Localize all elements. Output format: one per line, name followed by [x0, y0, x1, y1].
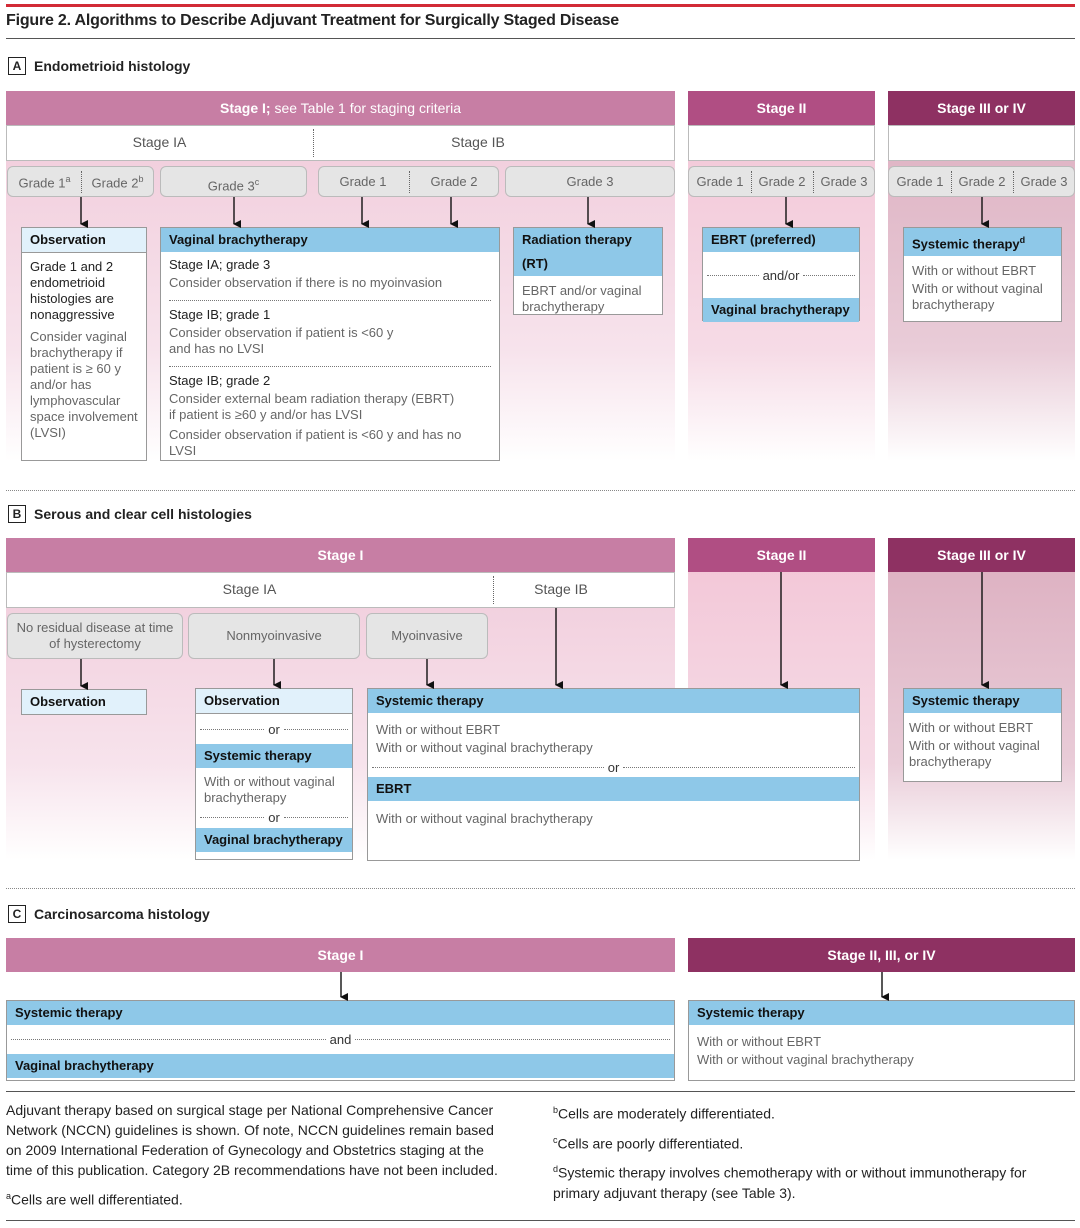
line: nonaggressive [30, 307, 115, 322]
b-nonmyo-pill: Nonmyoinvasive [188, 613, 360, 659]
sup-b: b [553, 1105, 559, 1115]
line: With or without EBRT [909, 720, 1034, 735]
figure-title: Figure 2. Algorithms to Describe Adjuvant Treatment for Surgically Staged Disease [6, 12, 619, 29]
section-c-letter: C [8, 905, 26, 923]
grade-label: Grade 2 [91, 175, 139, 191]
line: brachytherapy if [30, 345, 123, 360]
b-stage1-header: Stage I [6, 538, 675, 572]
line: histologies are [30, 291, 114, 306]
or-label: or [607, 759, 620, 775]
b-obs2-title: Observation [196, 689, 352, 714]
line: brachytherapy [522, 299, 605, 314]
line: space involvement [30, 409, 138, 424]
a-stage1-suffix: see Table 1 for staging criteria [270, 100, 461, 116]
grade-label: Grade 2 [430, 174, 478, 189]
section-c-title: Carcinosarcoma histology [34, 906, 210, 922]
line: and/or has [30, 377, 92, 392]
sup-c: c [553, 1134, 558, 1145]
sup-c: c [254, 177, 260, 187]
or-label: or [268, 809, 280, 825]
a-vb2-title: Vaginal brachytherapy [703, 298, 859, 322]
line: if patient is ≥60 y and/or has LVSI [169, 407, 363, 422]
b-stage-ia: Stage IA [222, 581, 277, 597]
sup-a: a [65, 174, 71, 184]
a-stage34-header: Stage III or IV [888, 91, 1075, 125]
line: Adjuvant therapy based on surgical stage per National Comprehensive Cancer [6, 1102, 494, 1118]
section-a-letter: A [8, 57, 26, 75]
and-label: and [329, 1032, 352, 1047]
grade-label: Grade 1 [696, 174, 744, 189]
c-stage1-header: Stage I [6, 938, 675, 972]
line: lymphovascular [30, 393, 121, 408]
grade-label: Grade 2 [758, 174, 806, 189]
grade-label: Grade 3 [820, 174, 868, 189]
grade-label: Grade 1 [896, 174, 944, 189]
line: Stage IA; grade 3 [169, 257, 271, 272]
section-b-letter: B [8, 505, 26, 523]
b-myo-pill: Myoinvasive [366, 613, 488, 659]
sup-b: b [138, 174, 144, 184]
line: time of this publication. Category 2B recommendations have not been included. [6, 1162, 498, 1178]
line: of hysterectomy [49, 636, 141, 651]
a-stage-ib: Stage IB [451, 134, 505, 150]
line: Consider observation if patient is <60 y and has no LVSI [169, 427, 462, 458]
line: on 2009 International Federation of Gynecology and Obstetrics staging at the [6, 1142, 484, 1158]
line: With or without EBRT [697, 1034, 822, 1049]
sys-label: Systemic therapy [912, 236, 1020, 252]
footnote-b-text: Cells are moderately differentiated. [558, 1105, 775, 1122]
section-a-title: Endometrioid histology [34, 58, 191, 74]
c-vb-title: Vaginal brachytherapy [7, 1054, 674, 1078]
line: Stage IB; grade 1 [169, 307, 271, 322]
line: With or without vaginal [909, 738, 1040, 753]
b-ebrt-text: With or without vaginal brachytherapy [376, 811, 593, 826]
line: Network (NCCN) guidelines is shown. Of note, NCCN guidelines remain based [6, 1122, 494, 1138]
grade-label: Grade 1 [18, 175, 66, 191]
line: With or without vaginal [912, 281, 1043, 297]
footnote-a-text: Cells are well differentiated. [11, 1191, 183, 1208]
b-stage2-header: Stage II [688, 538, 875, 572]
b-ebrt-title: EBRT [368, 777, 859, 801]
a-grade3-ib-pill: Grade 3 [505, 166, 675, 197]
grade-label: Grade 1 [339, 174, 387, 189]
line: and has no LVSI [169, 341, 265, 356]
line: Consider observation if patient is <60 y [169, 325, 394, 340]
or-label: or [268, 721, 280, 737]
sup-d: d [553, 1164, 559, 1175]
b-sys2-title: Systemic therapy [196, 744, 352, 768]
sup-a: a [6, 1191, 12, 1201]
line: (LVSI) [30, 425, 66, 440]
grade-label: Grade 2 [958, 174, 1006, 189]
sup-d: d [1019, 235, 1026, 245]
footnote-d-text2: primary adjuvant therapy (see Table 3). [553, 1184, 796, 1201]
a-stage2-header: Stage II [688, 91, 875, 125]
line: Consider observation if there is no myoinvasion [169, 275, 443, 290]
line: Consider vaginal [30, 329, 127, 344]
line: brachytherapy [912, 297, 995, 313]
b-right-sys-title: Systemic therapy [904, 689, 1061, 713]
line: With or without EBRT [376, 722, 501, 737]
line: patient is ≥ 60 y [30, 361, 121, 376]
b-stage34-header: Stage III or IV [888, 538, 1075, 572]
b-sys-big-title: Systemic therapy [368, 689, 859, 713]
b-observation-box: Observation [21, 689, 147, 715]
line: endometrioid [30, 275, 106, 290]
a-observation-title: Observation [22, 228, 146, 253]
grade-label: Grade 3 [1020, 174, 1068, 189]
line: brachytherapy [204, 790, 287, 805]
a-stage-ia: Stage IA [132, 134, 187, 150]
footnote-c-text: Cells are poorly differentiated. [557, 1135, 744, 1152]
line: brachytherapy [909, 754, 992, 769]
line: With or without vaginal brachytherapy [697, 1052, 914, 1067]
section-b-title: Serous and clear cell histologies [34, 506, 252, 522]
line: EBRT and/or vaginal [522, 283, 642, 298]
line: Grade 1 and 2 [30, 259, 114, 274]
a-ebrt-title: EBRT (preferred) [703, 228, 859, 252]
a-rt-title: Radiation therapy (RT) [514, 228, 662, 276]
line: Stage IB; grade 2 [169, 373, 271, 388]
b-stage-ib: Stage IB [534, 581, 588, 597]
line: With or without vaginal [204, 774, 335, 789]
line: With or without vaginal brachytherapy [376, 740, 593, 755]
grade-label: Grade 3 [207, 178, 255, 194]
c-right-sys-title: Systemic therapy [689, 1001, 1074, 1025]
footnote-d-text: Systemic therapy involves chemotherapy with or without immunotherapy for [558, 1164, 1027, 1181]
a-stage1-prefix: Stage I; [220, 100, 271, 116]
c-stage234-header: Stage II, III, or IV [688, 938, 1075, 972]
b-vb-title: Vaginal brachytherapy [196, 828, 352, 852]
c-sys-title: Systemic therapy [7, 1001, 674, 1025]
a-vb-title: Vaginal brachytherapy [161, 228, 499, 252]
line: With or without EBRT [912, 263, 1037, 279]
andor-label: and/or [762, 267, 800, 283]
line: Consider external beam radiation therapy (EBRT) [169, 391, 455, 406]
line: No residual disease at time [16, 620, 174, 635]
